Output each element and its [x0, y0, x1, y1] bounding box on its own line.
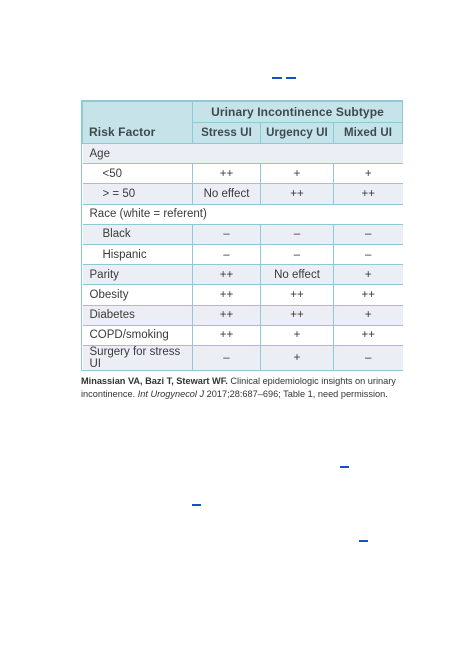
risk-factor-table — [81, 100, 403, 371]
caption-citation: 2017;28:687–696; Table 1, need permission. — [204, 389, 388, 399]
subtype-super-header: Urinary Incontinence Subtype — [193, 102, 403, 123]
row-value: ++ — [334, 285, 403, 305]
row-value: ++ — [261, 184, 334, 204]
row-value: ++ — [261, 285, 334, 305]
row-value: – — [334, 224, 403, 244]
table-row — [83, 305, 403, 325]
row-value: – — [193, 224, 261, 244]
row-label: Surgery for stress UI — [83, 345, 193, 370]
row-value: – — [193, 244, 261, 264]
table-caption — [81, 375, 401, 401]
row-value: No effect — [193, 184, 261, 204]
row-value: + — [334, 265, 403, 285]
table-row — [83, 285, 403, 305]
row-label: Age — [83, 144, 403, 164]
table-row — [83, 325, 403, 345]
risk-factor-header: Risk Factor — [83, 102, 193, 144]
row-value: + — [334, 305, 403, 325]
reference-link-mark[interactable] — [359, 540, 368, 542]
reference-link-mark[interactable] — [340, 466, 349, 468]
row-label: Hispanic — [83, 244, 193, 264]
row-label: Obesity — [83, 285, 193, 305]
row-value: – — [261, 224, 334, 244]
row-value: ++ — [193, 265, 261, 285]
reference-link-mark[interactable] — [192, 504, 201, 506]
table-row — [83, 224, 403, 244]
table-row — [83, 204, 403, 224]
row-value: ++ — [193, 164, 261, 184]
row-value: – — [261, 244, 334, 264]
row-value: No effect — [261, 265, 334, 285]
table-row — [83, 144, 403, 164]
row-value: – — [334, 244, 403, 264]
row-label: > = 50 — [83, 184, 193, 204]
row-value: ++ — [193, 285, 261, 305]
row-value: ++ — [334, 184, 403, 204]
row-label: COPD/smoking — [83, 325, 193, 345]
table-row — [83, 184, 403, 204]
row-value: – — [334, 345, 403, 370]
table-row — [83, 244, 403, 264]
row-label: Black — [83, 224, 193, 244]
caption-title: Clinical epidemiologic insights on urinary incontinence. — [81, 376, 396, 399]
row-value: + — [261, 345, 334, 370]
table-row — [83, 265, 403, 285]
caption-authors: Minassian VA, Bazi T, Stewart WF. — [81, 376, 228, 386]
row-value: ++ — [193, 305, 261, 325]
column-header-urgency: Urgency UI — [261, 123, 334, 144]
table-body — [83, 144, 403, 370]
row-value: + — [261, 164, 334, 184]
column-header-stress: Stress UI — [193, 123, 261, 144]
column-header-mixed: Mixed UI — [334, 123, 403, 144]
table-row — [83, 345, 403, 370]
caption-journal: Int Urogynecol J — [137, 389, 205, 399]
row-label: <50 — [83, 164, 193, 184]
row-label: Race (white = referent) — [83, 204, 403, 224]
row-label: Diabetes — [83, 305, 193, 325]
row-value: + — [261, 325, 334, 345]
table-row — [83, 164, 403, 184]
reference-link-mark[interactable] — [286, 77, 296, 79]
row-value: ++ — [193, 325, 261, 345]
row-value: ++ — [261, 305, 334, 325]
risk-factor-table-grid — [82, 101, 403, 370]
row-label: Parity — [83, 265, 193, 285]
row-value: ++ — [334, 325, 403, 345]
row-value: + — [334, 164, 403, 184]
reference-link-mark[interactable] — [272, 77, 282, 79]
row-value: – — [193, 345, 261, 370]
